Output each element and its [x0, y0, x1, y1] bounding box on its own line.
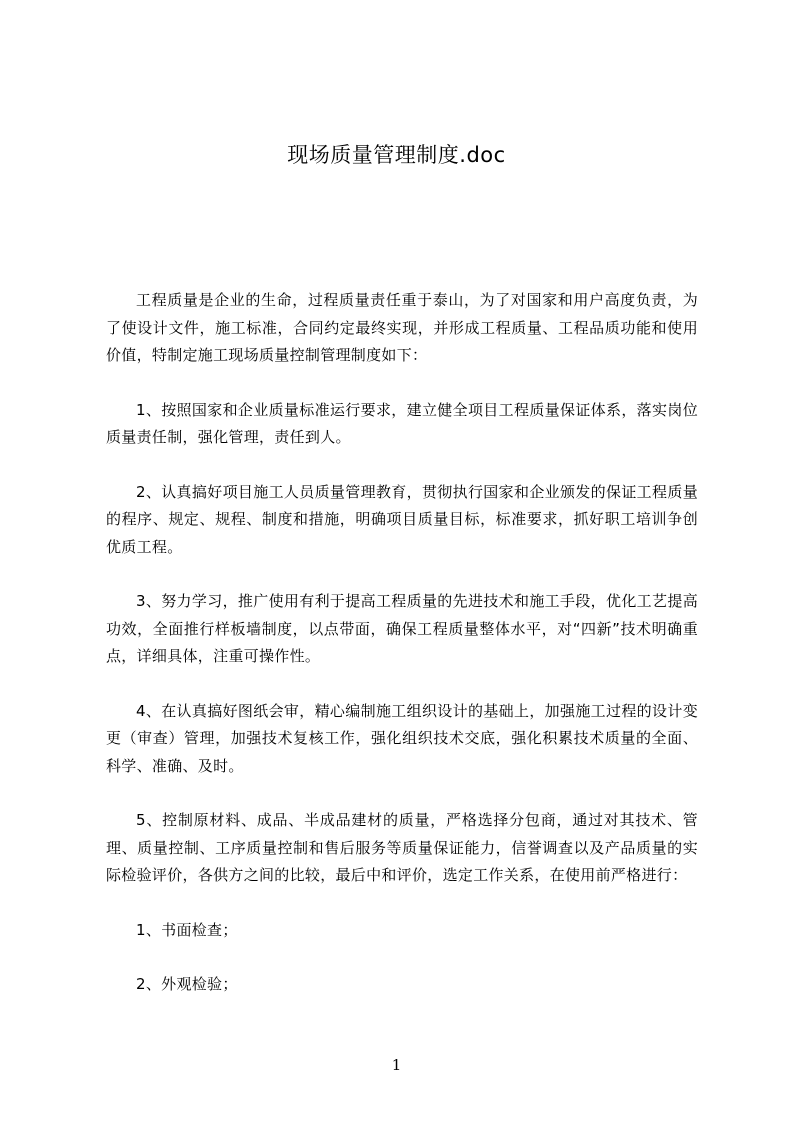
page-number: 1	[391, 1056, 402, 1074]
document-title: 现场质量管理制度.doc	[287, 143, 506, 167]
sub-item-1-paragraph: 1、书面检查；	[136, 920, 238, 939]
sub-item-2-paragraph: 2、外观检验；	[136, 975, 238, 993]
clause-5-paragraph: 5、控制原材料、成品、半成品建材的质量，严格选择分包商，通过对其技术、管理、质量控制、工序质量控制和售后服务等质量保证能力，信誉调查以及产品质量的实际检验评价，各供方之间的比较，最后中和评价，选定工作关系，在使用前严格进行：	[106, 811, 698, 884]
intro-paragraph: 工程质量是企业的生命，过程质量责任重于泰山，为了对国家和用户高度负责，为了使设计文件，施工标准，合同约定最终实现，并形成工程质量、工程品质功能和使用价值，特制定施工现场质量控制管理制度如下：	[106, 291, 698, 364]
clause-3-paragraph: 3、努力学习，推广使用有利于提高工程质量的先进技术和施工手段，优化工艺提高功效，全面推行样板墙制度，以点带面，确保工程质量整体水平，对“四新”技术明确重点，详细具体，注重可操作性。	[106, 592, 698, 665]
clause-2-paragraph: 2、认真搞好项目施工人员质量管理教育，贯彻执行国家和企业颁发的保证工程质量的程序、规定、规程、制度和措施，明确项目质量目标，标准要求，抓好职工培训争创优质工程。	[106, 482, 698, 556]
clause-1-paragraph: 1、按照国家和企业质量标准运行要求，建立健全项目工程质量保证体系，落实岗位质量责任制，强化管理，责任到人。	[106, 400, 698, 446]
document-body	[106, 287, 698, 1026]
clause-4-paragraph: 4、在认真搞好图纸会审，精心编制施工组织设计的基础上，加强施工过程的设计变更（审查）管理，加强技术复核工作，强化组织技术交底，强化积累技术质量的全面、科学、准确、及时。	[106, 701, 698, 775]
